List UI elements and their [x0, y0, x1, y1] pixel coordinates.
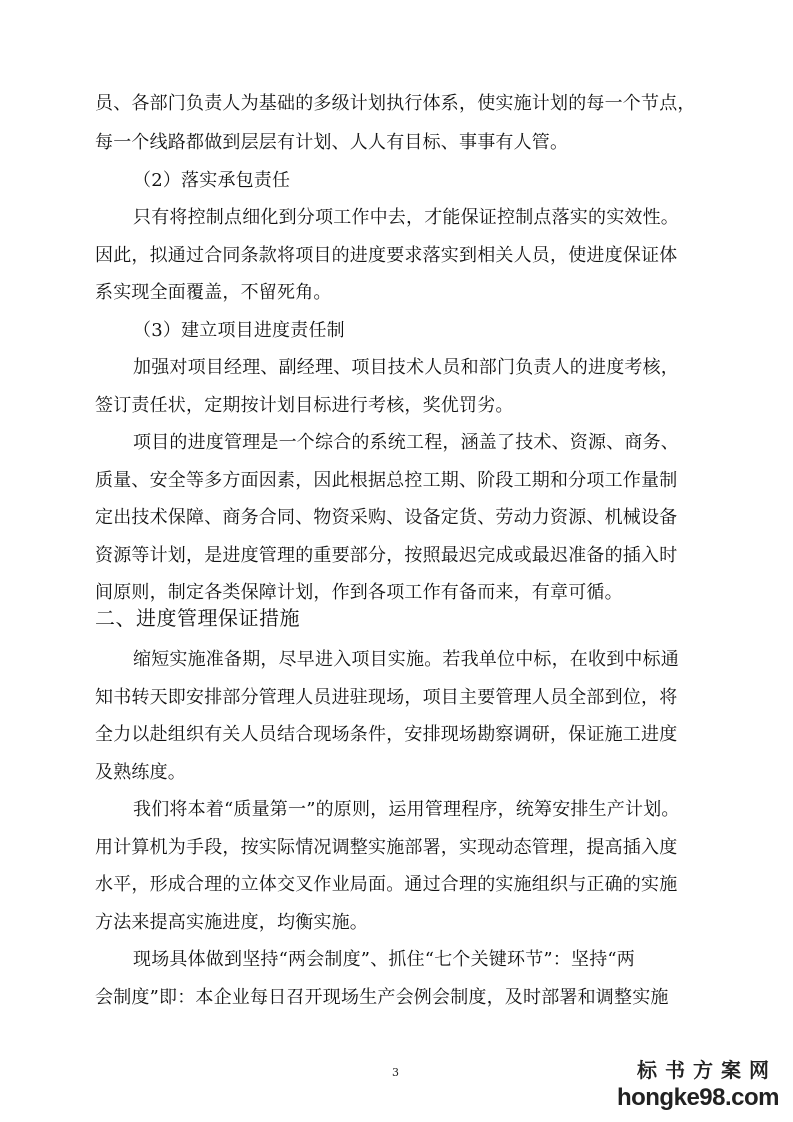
subheading-implement-contract-responsibility: （2）落实承包责任 [133, 170, 291, 191]
paragraph-line: 我们将本着“质量第一”的原则，运用管理程序，统筹安排生产计划。 [133, 799, 680, 820]
paragraph-line: 质量、安全等多方面因素，因此根据总控工期、阶段工期和分项工作量制 [95, 470, 678, 491]
paragraph-line: 资源等计划，是进度管理的重要部分，按照最迟完成或最迟准备的插入时 [95, 545, 678, 566]
paragraph-line: 方法来提高实施进度，均衡实施。 [95, 912, 368, 933]
paragraph-line: 加强对项目经理、副经理、项目技术人员和部门负责人的进度考核， [133, 357, 679, 378]
paragraph-line: 全力以赴组织有关人员结合现场条件，安排现场勘察调研，保证施工进度 [95, 724, 678, 745]
paragraph-line: 每一个线路都做到层层有计划、人人有目标、事事有人管。 [95, 132, 569, 153]
paragraph-line: 只有将控制点细化到分项工作中去，才能保证控制点落实的实效性。 [133, 207, 679, 228]
paragraph-line: 缩短实施准备期，尽早进入项目实施。若我单位中标，在收到中标通 [133, 649, 679, 670]
watermark-url-text: hongke98.com [616, 1084, 779, 1111]
section-heading: 二、进度管理保证措施 [95, 606, 300, 630]
paragraph-line: 员、各部门负责人为基础的多级计划执行体系，使实施计划的每一个节点， [95, 93, 696, 114]
paragraph-line: 因此，拟通过合同条款将项目的进度要求落实到相关人员，使进度保证体 [95, 245, 678, 266]
paragraph-line: 水平，形成合理的立体交叉作业局面。通过合理的实施组织与正确的实施 [95, 874, 678, 895]
paragraph-line: 间原则，制定各类保障计划，作到各项工作有备而来，有章可循。 [95, 582, 623, 603]
paragraph-line: 会制度”即：本企业每日召开现场生产会例会制度，及时部署和调整实施 [95, 987, 669, 1008]
paragraph-line: 及熟练度。 [95, 762, 186, 783]
paragraph-line: 用计算机为手段，按实际情况调整实施部署，实现动态管理，提高插入度 [95, 837, 678, 858]
page-number: 3 [392, 1066, 399, 1079]
paragraph-line: 现场具体做到坚持“两会制度”、抓住“七个关键环节”：坚持“两 [133, 949, 636, 970]
paragraph-line: 签订责任状，定期按计划目标进行考核，奖优罚劣。 [95, 395, 514, 416]
paragraph-line: 知书转天即安排部分管理人员进驻现场，项目主要管理人员全部到位，将 [95, 687, 678, 708]
watermark-chinese-text: 标书方案网 [637, 1060, 777, 1082]
paragraph-line: 定出技术保障、商务合同、物资采购、设备定货、劳动力资源、机械设备 [95, 507, 678, 528]
subheading-progress-responsibility-system: （3）建立项目进度责任制 [133, 320, 345, 341]
paragraph-line: 项目的进度管理是一个综合的系统工程，涵盖了技术、资源、商务、 [133, 432, 679, 453]
paragraph-line: 系实现全面覆盖，不留死角。 [95, 282, 332, 303]
watermark-logo [617, 1058, 779, 1112]
